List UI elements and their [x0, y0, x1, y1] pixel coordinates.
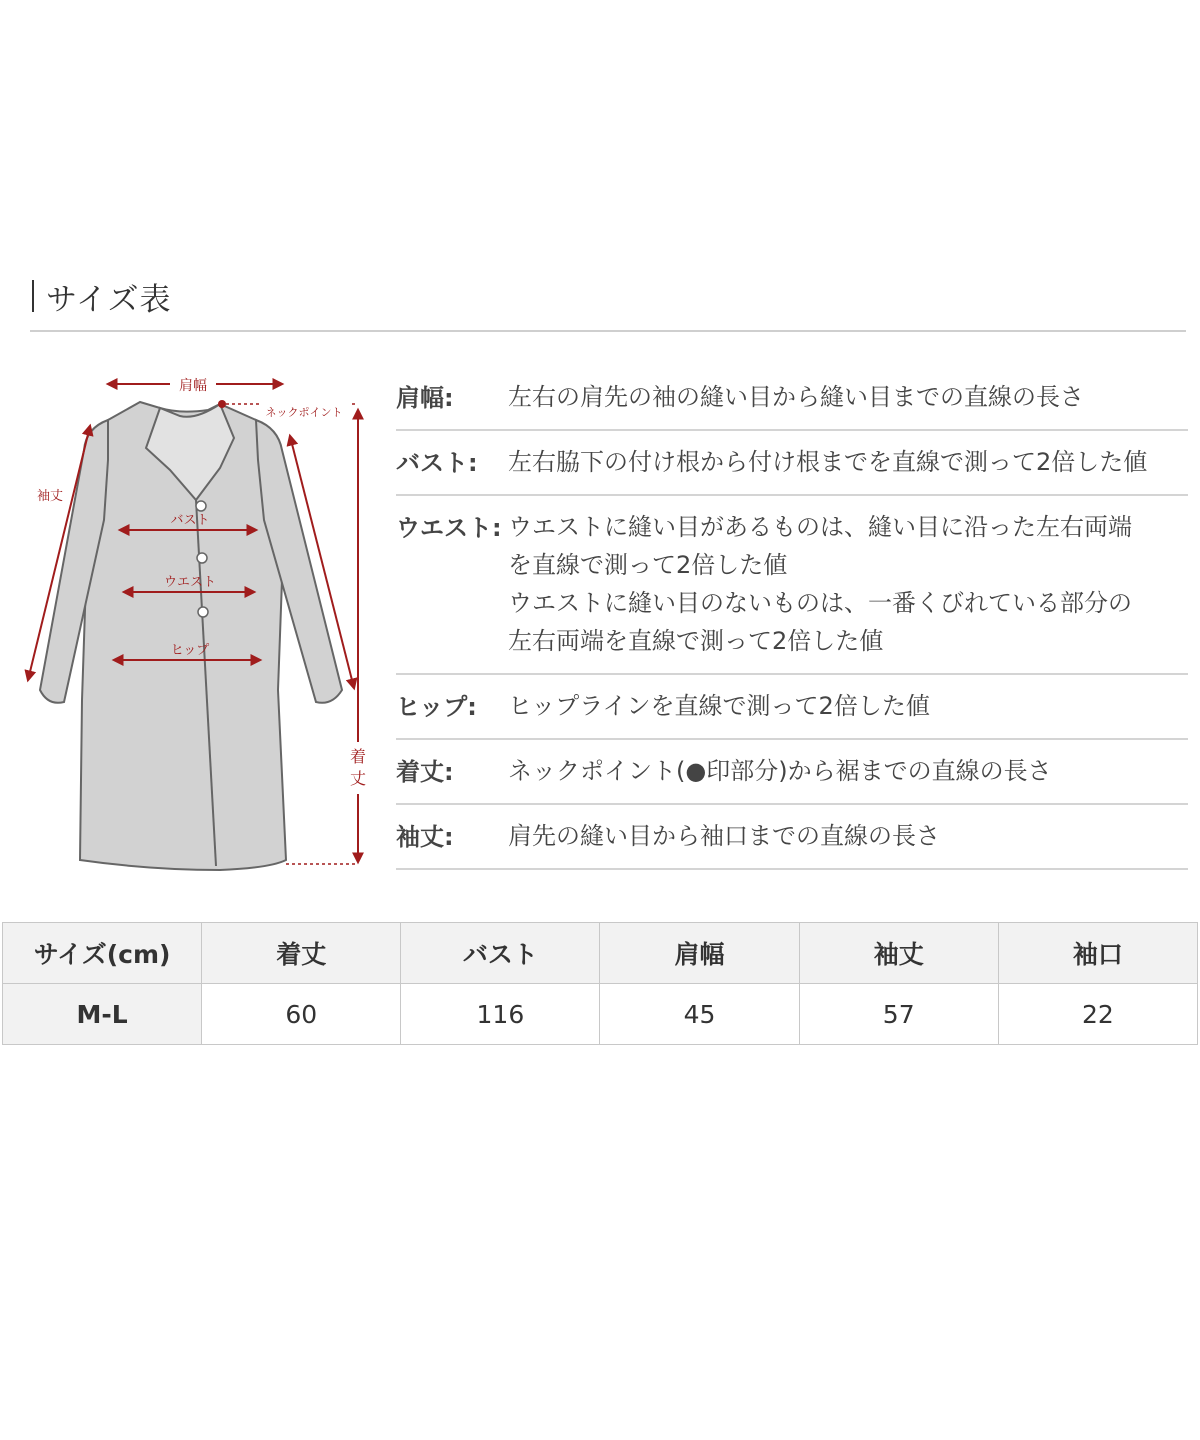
definition-label: ウエスト: — [396, 514, 502, 542]
section-title: サイズ表 — [46, 282, 172, 318]
definition-row — [396, 740, 1188, 805]
definition-row — [396, 496, 1188, 675]
definition-row — [396, 431, 1188, 496]
label-sleeve: 袖丈 — [36, 489, 64, 504]
coat-diagram — [20, 370, 380, 880]
column-header: 着丈 — [202, 923, 401, 984]
definition-text: 左右脇下の付け根から付け根までを直線で測って2倍した値 — [508, 448, 1148, 476]
definition-label: 袖丈: — [396, 823, 454, 851]
title-marker — [32, 280, 34, 312]
column-header: バスト — [401, 923, 600, 984]
definition-label: バスト: — [396, 449, 478, 477]
column-header: 袖口 — [998, 923, 1197, 984]
button-2 — [197, 553, 207, 563]
label-length-bottom: 丈 — [349, 769, 367, 788]
column-header: 袖丈 — [799, 923, 998, 984]
definition-row — [396, 675, 1188, 740]
label-bust: バスト — [170, 513, 210, 528]
neck-point-dot — [218, 400, 226, 408]
label-length-top: 着 — [349, 747, 367, 766]
column-header: サイズ(cm) — [3, 923, 202, 984]
table-cell: 116 — [401, 984, 600, 1045]
table-cell: 60 — [202, 984, 401, 1045]
definition-text: ヒップラインを直線で測って2倍した値 — [508, 692, 930, 720]
table-cell: 45 — [600, 984, 799, 1045]
size-table — [2, 922, 1198, 1045]
label-waist: ウエスト — [163, 575, 217, 590]
definition-text: 左右の肩先の袖の縫い目から縫い目までの直線の長さ — [508, 383, 1084, 411]
definition-text: ネックポイント(●印部分)から裾までの直線の長さ — [508, 757, 1052, 785]
label-hip: ヒップ — [170, 643, 210, 658]
definition-label: 着丈: — [396, 758, 454, 786]
section-header — [30, 272, 1186, 332]
table-row — [3, 984, 1198, 1045]
table-cell: 22 — [998, 984, 1197, 1045]
table-cell-size: M-L — [3, 984, 202, 1045]
definition-label: 肩幅: — [396, 384, 454, 412]
table-header-row — [3, 923, 1198, 984]
definition-list — [396, 366, 1188, 870]
definition-text: ウエストに縫い目があるものは、縫い目に沿った左右両端 を直線で測って2倍した値 ウエストに縫い目のないものは、一番くびれている部分の 左右両端を直線で測って2倍した値 — [508, 513, 1132, 655]
definition-label: ヒップ: — [396, 693, 477, 721]
table-cell: 57 — [799, 984, 998, 1045]
column-header: 肩幅 — [600, 923, 799, 984]
label-neck-point: ネックポイント — [265, 406, 343, 419]
button-3 — [198, 607, 208, 617]
definition-text: 肩先の縫い目から袖口までの直線の長さ — [508, 822, 940, 850]
button-1 — [196, 501, 206, 511]
definition-row — [396, 805, 1188, 870]
definition-row — [396, 366, 1188, 431]
label-shoulder: 肩幅 — [179, 378, 207, 394]
